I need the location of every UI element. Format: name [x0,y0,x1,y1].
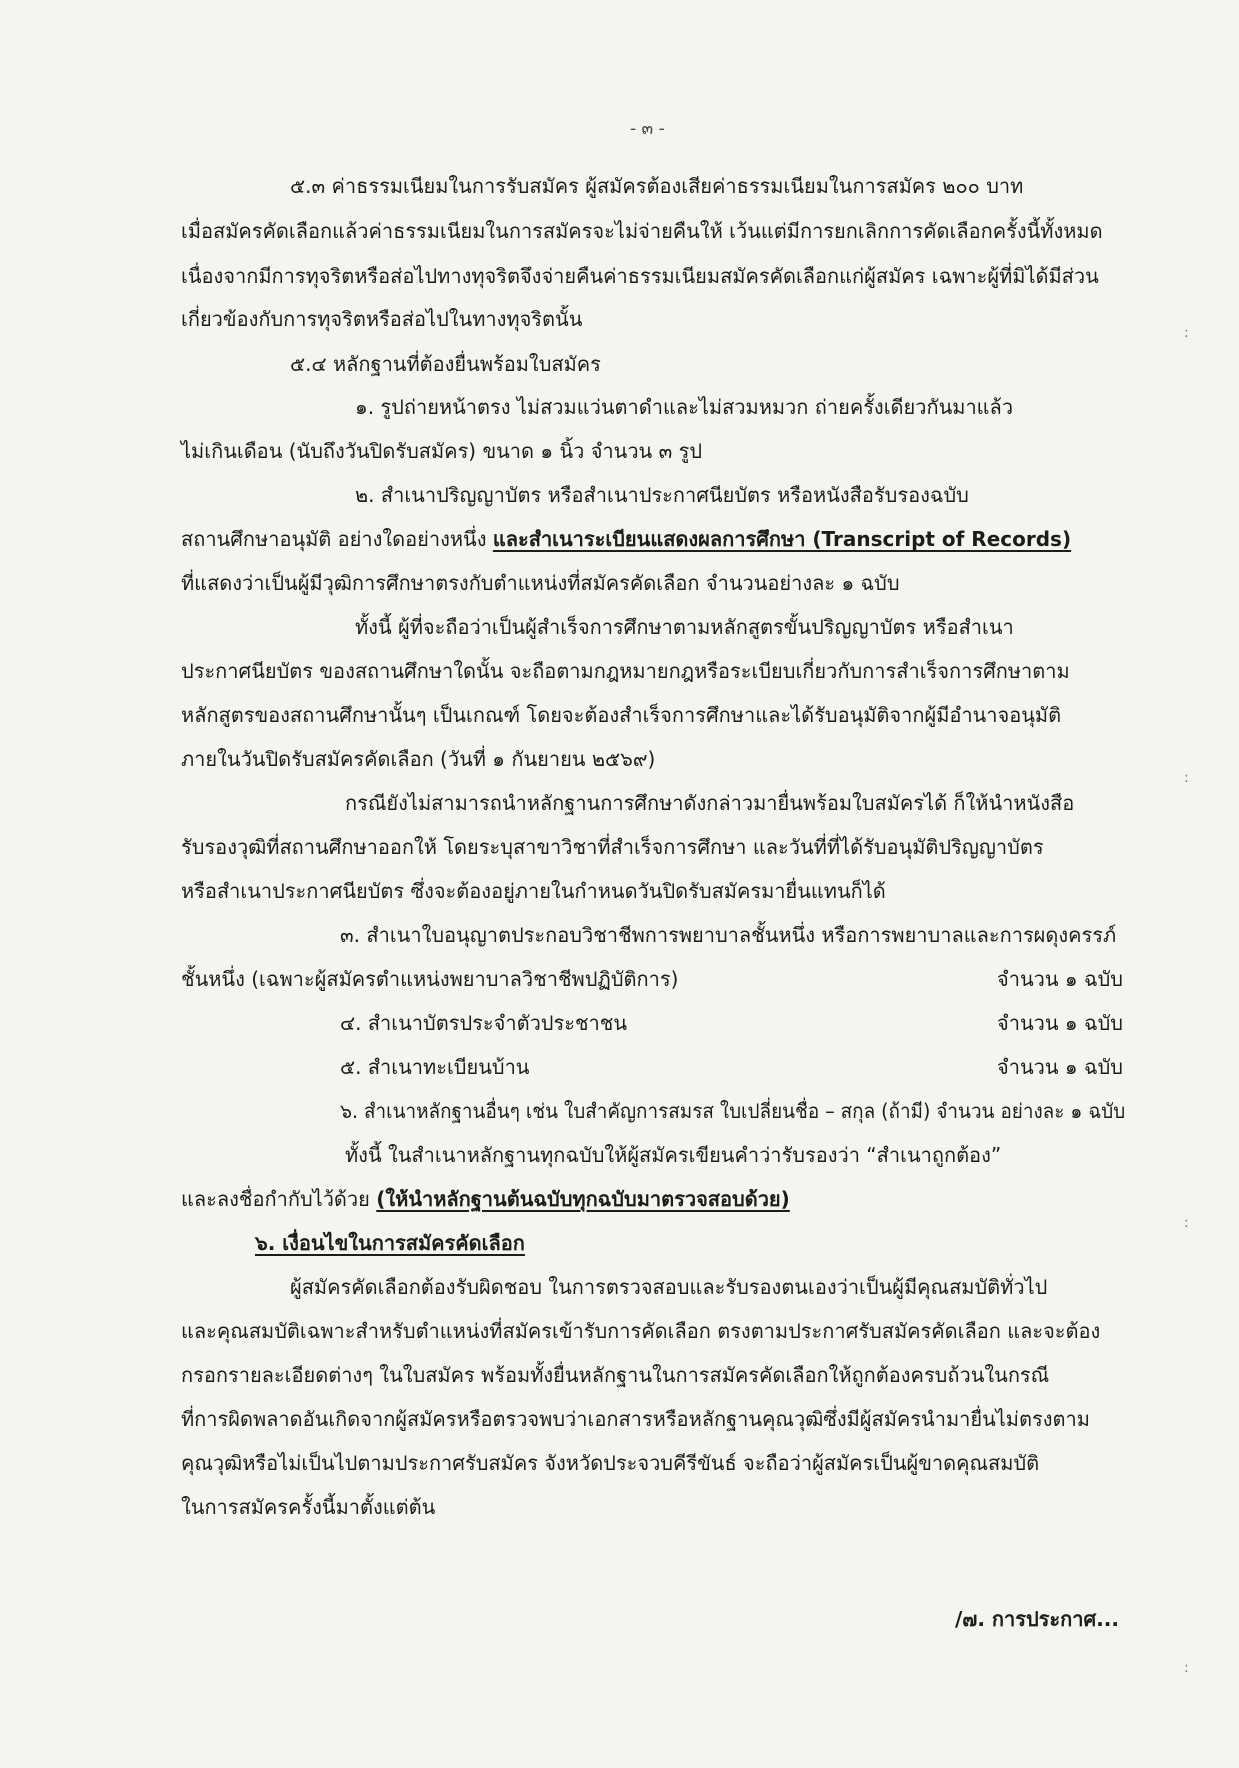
evidence-item-id-card [340,1009,1123,1037]
fee-paragraph-line: เกี่ยวข้องกับการทุจริตหรือส่อไปในทางทุจริตนั้น [181,307,583,331]
evidence-item-nursing-license [181,965,1123,993]
evidence-item-other-documents: ๖. สำเนาหลักฐานอื่นๆ เช่น ใบสำคัญการสมรส ใบเปลี่ยนชื่อ – สกุล (ถ้ามี) จำนวน อย่างละ ๑ ฉบับ [340,1099,1126,1123]
conditions-paragraph-line: คุณวุฒิหรือไม่เป็นไปตามประกาศรับสมัคร จังหวัดประจวบคีรีขันธ์ จะถือว่าผู้สมัครเป็นผู้ขาดคุณสมบัติ [181,1451,1040,1475]
scan-speck: : [1184,1215,1189,1231]
graduation-note-line: ทั้งนี้ ผู้ที่จะถือว่าเป็นผู้สำเร็จการศึกษาตามหลักสูตรขั้นปริญญาบัตร หรือสำเนา [355,615,1014,639]
pending-documents-note-line: หรือสำเนาประกาศนียบัตร ซึ่งจะต้องอยู่ภายในกำหนดวันปิดรับสมัครมายื่นแทนก็ได้ [181,879,886,903]
continuation-marker: /๗. การประกาศ... [955,1607,1119,1631]
pending-documents-note-line: กรณียังไม่สามารถนำหลักฐานการศึกษาดังกล่าวมายื่นพร้อมใบสมัครได้ ก็ให้นำหนังสือ [345,791,1075,815]
conditions-heading: ๖. เงื่อนไขในการสมัครคัดเลือก [255,1231,525,1255]
house-registration-text: ๕. สำเนาทะเบียนบ้าน [340,1055,530,1079]
evidence-item-degree: ๒. สำเนาปริญญาบัตร หรือสำเนาประกาศนียบัตร หรือหนังสือรับรองฉบับ [355,483,969,507]
conditions-paragraph-line: ผู้สมัครคัดเลือกต้องรับผิดชอบ ในการตรวจสอบและรับรองตนเองว่าเป็นผู้มีคุณสมบัติทั่วไป [290,1275,1048,1299]
quantity-label: จำนวน ๑ ฉบับ [997,1055,1123,1079]
graduation-note-line: ภายในวันปิดรับสมัครคัดเลือก (วันที่ ๑ กันยายน ๒๕๖๙) [181,747,656,771]
scan-speck: : [1184,770,1189,786]
degree-text: สถานศึกษาอนุมัติ อย่างใดอย่างหนึ่ง [181,527,493,551]
evidence-heading: ๕.๔ หลักฐานที่ต้องยื่นพร้อมใบสมัคร [290,352,601,376]
conditions-paragraph-line: ในการสมัครครั้งนี้มาตั้งแต่ต้น [181,1495,436,1519]
evidence-item-nursing-license: ๓. สำเนาใบอนุญาตประกอบวิชาชีพการพยาบาลชั้นหนึ่ง หรือการพยาบาลและการผดุงครรภ์ [340,923,1117,947]
certification-note-line: ทั้งนี้ ในสำเนาหลักฐานทุกฉบับให้ผู้สมัครเขียนคำว่ารับรองว่า “สำเนาถูกต้อง” [345,1143,1002,1167]
nursing-license-text: ชั้นหนึ่ง (เฉพาะผู้สมัครตำแหน่งพยาบาลวิชาชีพปฏิบัติการ) [181,967,679,991]
quantity-label: จำนวน ๑ ฉบับ [997,1011,1123,1035]
fee-paragraph-line: เมื่อสมัครคัดเลือกแล้วค่าธรรมเนียมในการสมัครจะไม่จ่ายคืนให้ เว้นแต่มีการยกเลิกการคัดเลือกครั้งนี้ทั้งหมด [181,219,1103,243]
quantity-label: จำนวน ๑ ฉบับ [997,967,1123,991]
scan-speck: : [1184,325,1189,341]
scan-speck: : [1184,1660,1189,1676]
certification-text: และลงชื่อกำกับไว้ด้วย [181,1187,377,1211]
graduation-note-line: ประกาศนียบัตร ของสถานศึกษาใดนั้น จะถือตามกฎหมายกฎหรือระเบียบเกี่ยวกับการสำเร็จการศึกษาตาม [181,659,1070,683]
pending-documents-note-line: รับรองวุฒิที่สถานศึกษาออกให้ โดยระบุสาขาวิชาที่สำเร็จการศึกษา และวันที่ที่ได้รับอนุมัติปริญญาบัตร [181,835,1044,859]
conditions-paragraph-line: ที่การผิดพลาดอันเกิดจากผู้สมัครหรือตรวจพบว่าเอกสารหรือหลักฐานคุณวุฒิซึ่งมีผู้สมัครนำมายื่นไม่ตรงตาม [181,1407,1090,1431]
graduation-note-line: หลักสูตรของสถานศึกษานั้นๆ เป็นเกณฑ์ โดยจะต้องสำเร็จการศึกษาและได้รับอนุมัติจากผู้มีอำนาจอนุมัติ [181,703,1062,727]
id-card-text: ๔. สำเนาบัตรประจำตัวประชาชน [340,1011,628,1035]
fee-paragraph-line: ๕.๓ ค่าธรรมเนียมในการรับสมัคร ผู้สมัครต้องเสียค่าธรรมเนียมในการสมัคร ๒๐๐ บาท [290,174,1024,198]
original-documents-emphasis: (ให้นำหลักฐานต้นฉบับทุกฉบับมาตรวจสอบด้วย) [376,1187,790,1211]
evidence-item-degree: ที่แสดงว่าเป็นผู้มีวุฒิการศึกษาตรงกับตำแหน่งที่สมัครคัดเลือก จำนวนอย่างละ ๑ ฉบับ [181,571,900,595]
transcript-emphasis: และสำเนาระเบียนแสดงผลการศึกษา (Transcript of Records) [492,527,1072,551]
conditions-paragraph-line: และคุณสมบัติเฉพาะสำหรับตำแหน่งที่สมัครเข้ารับการคัดเลือก ตรงตามประกาศรับสมัครคัดเลือก และจะต้อง [181,1319,1101,1343]
conditions-paragraph-line: กรอกรายละเอียดต่างๆ ในใบสมัคร พร้อมทั้งยื่นหลักฐานในการสมัครคัดเลือกให้ถูกต้องครบถ้วนในกรณี [181,1363,1050,1387]
fee-paragraph-line: เนื่องจากมีการทุจริตหรือส่อไปทางทุจริตจึงจ่ายคืนค่าธรรมเนียมสมัครคัดเลือกแก่ผู้สมัคร เฉพาะผู้ที่มิได้มีส่วน [181,264,1099,288]
evidence-item-photo: ไม่เกินเดือน (นับถึงวันปิดรับสมัคร) ขนาด ๑ นิ้ว จำนวน ๓ รูป [181,439,703,463]
evidence-item-photo: ๑. รูปถ่ายหน้าตรง ไม่สวมแว่นตาดำและไม่สวมหมวก ถ่ายครั้งเดียวกันมาแล้ว [355,395,1014,419]
certification-note-line [181,1185,790,1213]
page-number: - ๓ - [630,119,665,139]
evidence-item-house-registration [340,1053,1123,1081]
evidence-item-degree [181,525,1071,553]
